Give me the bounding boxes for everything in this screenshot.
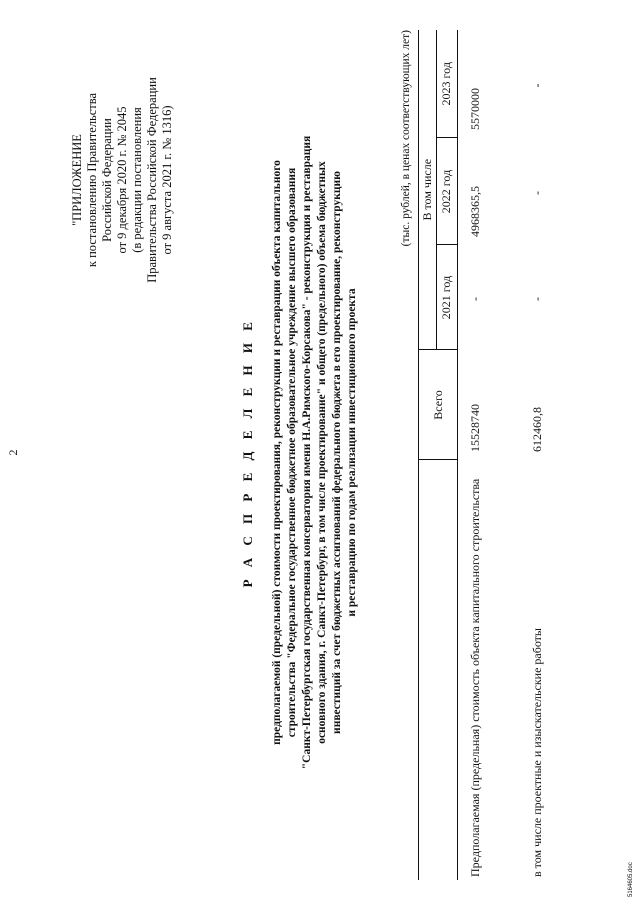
appendix-line: "ПРИЛОЖЕНИЕ: [70, 134, 84, 226]
appendix-line: Правительства Российской Федерации: [145, 77, 159, 283]
header-year-2022: 2022 год: [436, 138, 457, 245]
table-row: [458, 30, 517, 880]
heading-line: основного здания, г. Санкт-Петербург, в том числе проектирование" и общего (предельного) объема бюджетных: [316, 161, 328, 744]
document-heading: [270, 60, 360, 845]
heading-line: инвестиций за счет бюджетных ассигнований федерального бюджета в его проектирование, реконструкцию: [331, 171, 343, 734]
table-row: [516, 30, 580, 880]
distribution-table: [418, 30, 580, 880]
row-label: в том числе проектные и изыскательские работы: [530, 628, 544, 877]
appendix-line: Российской Федерации: [100, 118, 114, 242]
cell-2022: 4968365,5: [468, 186, 482, 237]
appendix-line: к постановлению Правительства: [85, 92, 99, 268]
appendix-line: (в редакции постановления: [130, 107, 144, 253]
appendix-block: [70, 50, 175, 310]
appendix-line: от 9 августа 2021 г. № 1316): [160, 105, 174, 255]
heading-line: и реставрацию по годам реализации инвестиционного проекта: [346, 288, 358, 617]
units-note: (тыс. рублей, в ценах соответствующих лет): [400, 30, 412, 247]
cell-total: 612460,8: [530, 407, 544, 452]
cell-2023: -: [530, 83, 544, 88]
cell-2021: -: [468, 297, 482, 301]
heading-line: "Санкт-Петербургская государственная консерватория имени Н.А.Римского-Корсакова" - реконструкция и реставрация: [301, 135, 313, 770]
header-including: В том числе: [419, 30, 437, 350]
cell-2021: -: [530, 297, 544, 301]
appendix-line: от 9 декабря 2020 г. № 2045: [115, 106, 129, 254]
header-total: Всего: [419, 350, 458, 460]
file-mark: 5164605.doc: [628, 862, 634, 897]
cell-2022: -: [530, 191, 544, 195]
page-number: 2: [6, 449, 20, 456]
heading-line: предполагаемой (предельной) стоимости проектирования, реконструкции и реставрации объекта капитального: [271, 160, 283, 745]
header-year-2023: 2023 год: [436, 30, 457, 138]
header-blank: [419, 460, 458, 880]
heading-line: строительства "Федеральное государственное бюджетное образовательное учреждение высшего образования: [286, 167, 298, 738]
cell-2023: 5570000: [468, 88, 482, 130]
row-label: Предполагаемая (предельная) стоимость объекта капитального строительства: [468, 478, 482, 877]
cell-total: 15528740: [468, 404, 482, 452]
document-title: Р А С П Р Е Д Е Л Е Н И Е: [240, 317, 255, 588]
header-year-2021: 2021 год: [436, 245, 457, 350]
